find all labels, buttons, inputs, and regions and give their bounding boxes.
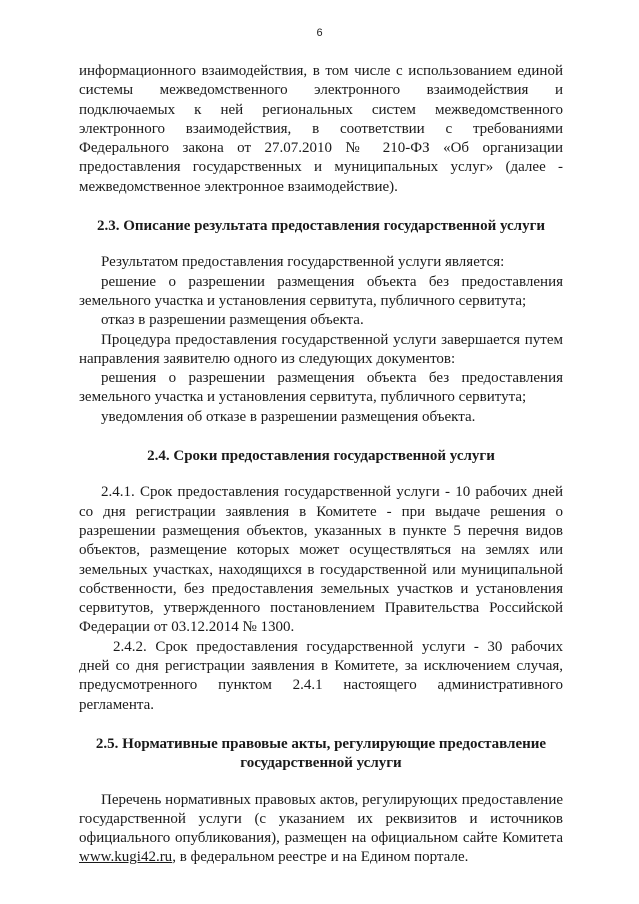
section-2-3-paragraph: решения о разрешении размещения объекта без предоставления земельного участка и установления сервитута, публичного сервитута; (79, 370, 563, 406)
section-2-5-heading (79, 735, 563, 774)
section-2-5-heading-line2: государственной услуги (240, 755, 402, 772)
intro-paragraph: информационного взаимодействия, в том числе с использованием единой системы межведомственного электронного взаимодействия и подключаемых к ней региональных систем межведомственного электронного взаимодействия, в соответствии с требованиями Федерального закона от 27.07.2010 № 210-ФЗ «Об организации предоставления государственных и муниципальных услуг» (далее - межведомственное электронное взаимодействие). (79, 63, 563, 195)
section-2-5-text-before-link: Перечень нормативных правовых актов, регулирующих предоставление государственной услуги (с указанием их реквизитов и источников официального опубликования), размещен на официальном сайте Комитета (79, 791, 563, 847)
document-body (79, 62, 563, 868)
section-2-4-paragraph: 2.4.1. Срок предоставления государственной услуги - 10 рабочих дней со дня регистрации заявления в Комитете - при выдаче решения о разрешении размещения объектов, указанных в пункте 5 перечня видов объектов, размещение которых может осуществляться на землях или земельных участках, находящихся в государственной или муниципальной собственности, без предоставления земельных участков и установления сервитутов, утвержденного постановлением Правительства Российской Федерации от 03.12.2014 № 1300. (79, 484, 563, 636)
kugi-website-link[interactable]: www.kugi42.ru (79, 849, 173, 866)
section-2-4-heading: 2.4. Сроки предоставления государственной услуги (147, 448, 495, 465)
section-2-3-heading: 2.3. Описание результата предоставления государственной услуги (96, 218, 546, 235)
section-2-3-paragraph: решение о разрешении размещения объекта без предоставления земельного участка и установления сервитута, публичного сервитута; (79, 273, 563, 309)
section-2-4-paragraph: 2.4.2. Срок предоставления государственной услуги - 30 рабочих дней со дня регистрации заявления в Комитете, за исключением случая, предусмотренного пунктом 2.4.1 настоящего административного регламента. (79, 638, 563, 713)
section-2-5-text-after-link: , в федеральном реестре и на Едином портале. (172, 849, 469, 866)
section-2-5-heading-line1: 2.5. Нормативные правовые акты, регулирующие предоставление (95, 735, 547, 752)
section-2-3-paragraph: Результатом предоставления государственной услуги является: (101, 254, 505, 271)
section-2-3-paragraph: отказ в разрешении размещения объекта. (101, 312, 364, 329)
section-2-3-paragraph: Процедура предоставления государственной услуги завершается путем направления заявителю одного из следующих документов: (79, 331, 563, 367)
section-2-5-paragraph (79, 791, 563, 868)
section-2-3-paragraph: уведомления об отказе в разрешении размещения объекта. (101, 408, 476, 425)
page-number: 6 (316, 27, 323, 39)
